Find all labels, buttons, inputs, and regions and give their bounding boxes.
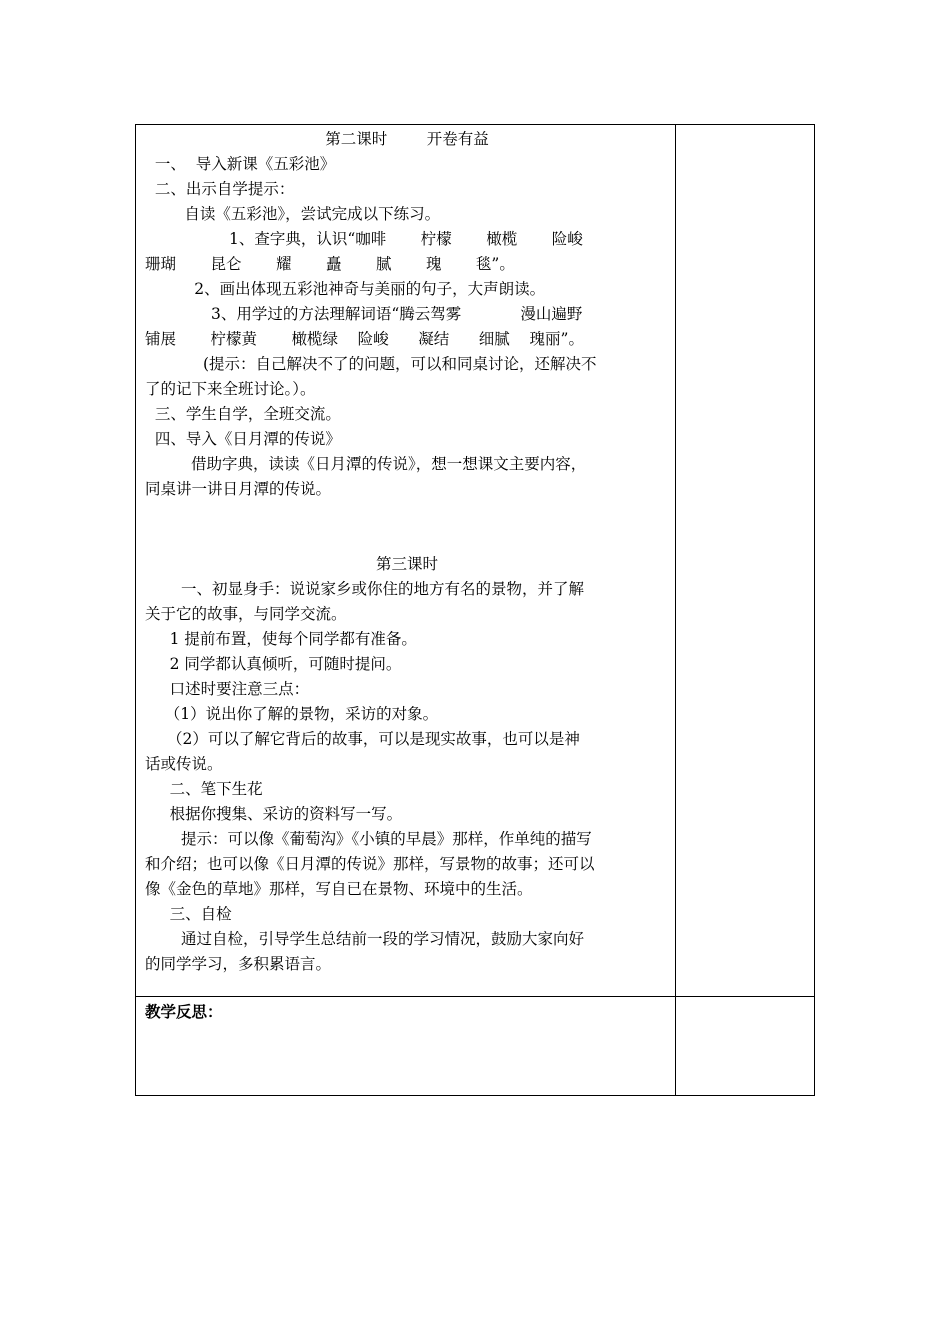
lesson2-line: 珊瑚 昆仑 耀 矗 腻 瑰 毯”。 [145,255,515,273]
lesson3-line: 通过自检，引导学生总结前一段的学习情况，鼓励大家向好 [181,930,585,948]
lesson3-line: 根据你搜集、采访的资料写一写。 [145,805,403,823]
lesson3-line: 一、初显身手：说说家乡或你住的地方有名的景物，并了解 [181,580,585,598]
lesson3-line: 三、自检 [145,905,232,923]
lesson2-line: 同桌讲一讲日月潭的传说。 [145,480,332,498]
lesson3-line: （1）说出你了解的景物，采访的对象。 [145,705,439,723]
lesson3-line: 关于它的故事，与同学交流。 [145,605,347,623]
column-divider [675,125,676,1095]
lesson3-line: （2）可以了解它背后的故事，可以是现实故事，也可以是神 [167,730,580,748]
lesson2-title: 第二课时 开卷有益 [325,130,489,148]
lesson3-line: 像《金色的草地》那样，写自已在景物、环境中的生活。 [145,880,533,898]
row-divider [136,996,814,997]
lesson2-line: 三、学生自学，全班交流。 [145,405,341,423]
lesson2-line: 借助字典，读读《日月潭的传说》，想一想课文主要内容， [191,455,587,473]
lesson2-line: 1、查字典，认识“咖啡 柠檬 橄榄 险峻 [229,230,583,248]
lesson2-line: (提示：自己解决不了的问题，可以和同桌讨论，还解决不 [203,355,597,373]
lesson3-line: 二、笔下生花 [145,780,263,798]
lesson2-line: 2、画出体现五彩池神奇与美丽的句子，大声朗读。 [145,280,546,298]
lesson-content-cell [145,127,669,977]
lesson3-line: 话或传说。 [145,755,223,773]
lesson3-line: 2 同学都认真倾听，可随时提问。 [145,655,402,673]
lesson3-line: 口述时要注意三点： [145,680,310,698]
lesson3-line: 1 提前布置，使每个同学都有准备。 [145,630,417,648]
lesson2-line: 自读《五彩池》，尝试完成以下练习。 [145,205,441,223]
lesson3-line: 提示：可以像《葡萄沟》《小镇的早晨》那样，作单纯的描写 [181,830,592,848]
lesson2-line: 3、用学过的方法理解词语“腾云驾雾 漫山遍野 [211,305,583,323]
lesson2-line: 了的记下来全班讨论。）。 [145,380,316,398]
lesson-plan-table [135,124,815,1096]
lesson3-line: 和介绍；也可以像《日月潭的传说》那样，写景物的故事；还可以 [145,855,595,873]
lesson2-line: 四、导入《日月潭的传说》 [145,430,341,448]
lesson2-line: 铺展 柠檬黄 橄榄绿 险峻 凝结 细腻 瑰丽”。 [145,330,584,348]
teaching-reflection-label: 教学反思： [145,1003,223,1021]
lesson2-line: 一、 导入新课《五彩池》 [145,155,336,173]
lesson3-title: 第三课时 [375,555,438,573]
lesson3-line: 的同学学习，多积累语言。 [145,955,332,973]
lesson2-line: 二、出示自学提示： [145,180,295,198]
